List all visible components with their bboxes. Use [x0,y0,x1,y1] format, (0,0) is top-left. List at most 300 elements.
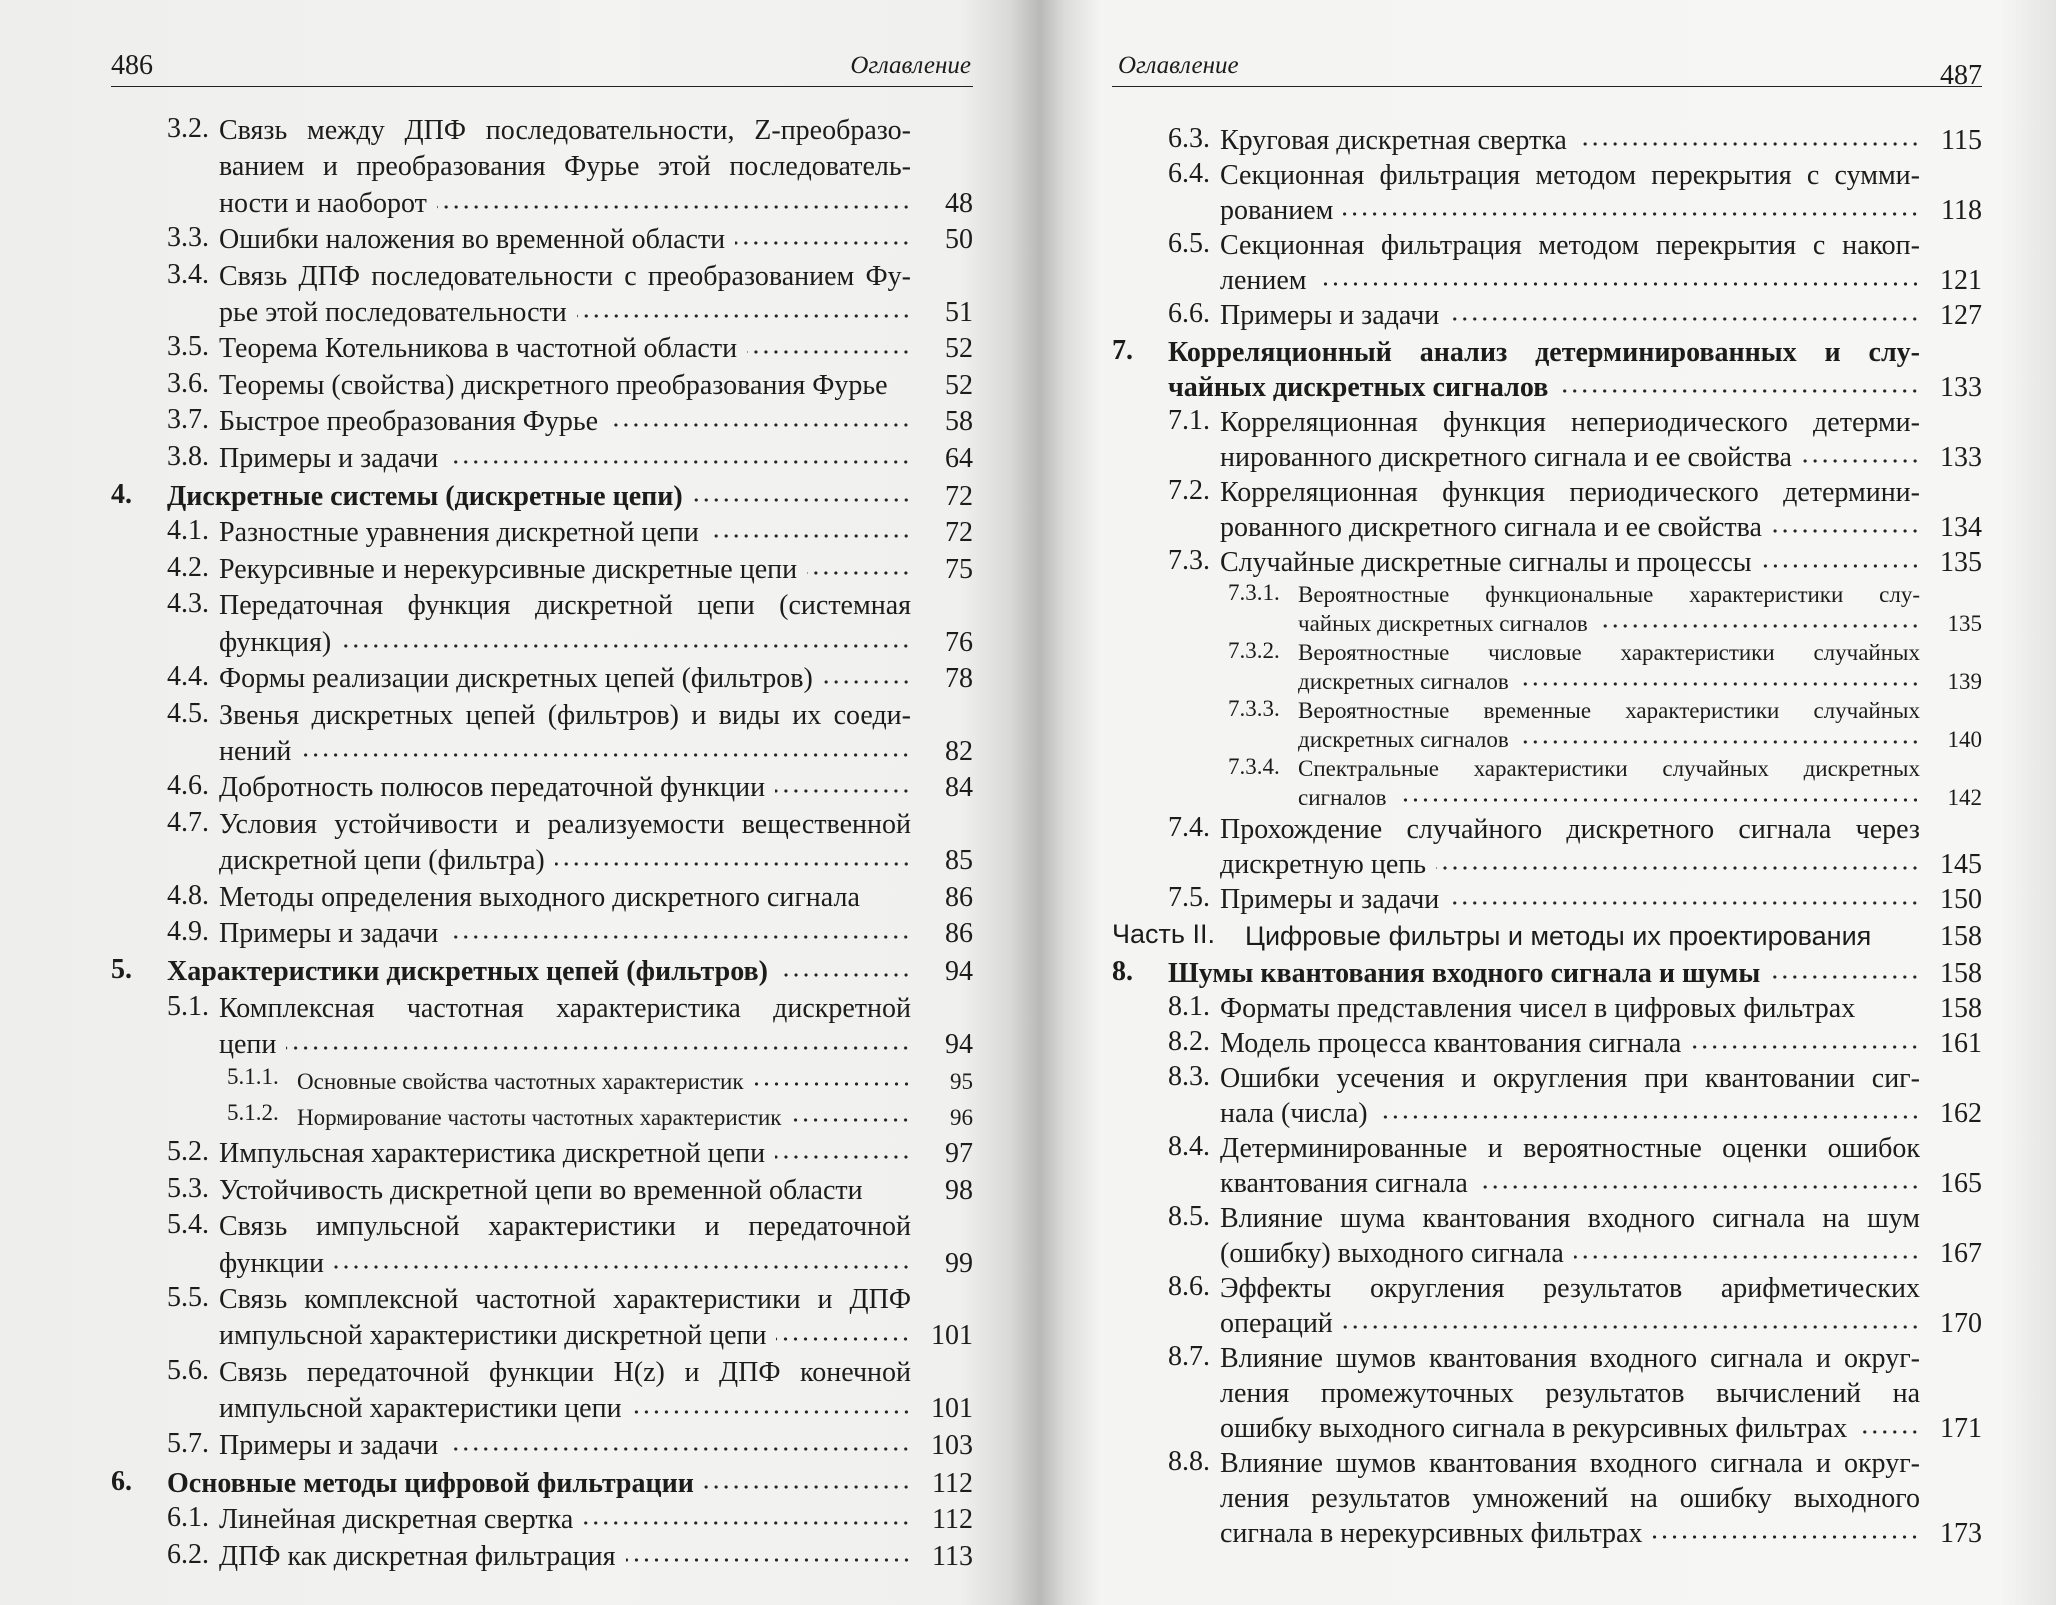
entry-number: 8.8. [1168,1446,1210,1477]
entry-page-number: 96 [950,1104,973,1130]
entry-title-text: Связь импульсной характеристики и передаточной [219,1211,911,1243]
entry-page-number: 48 [945,187,973,219]
entry-title-line [1220,158,1982,193]
dot-leader [775,786,911,796]
entry-title-text: квантования сигнала [1220,1168,1468,1199]
entry-title-text: операций [1220,1308,1333,1339]
dot-leader [1652,1532,1920,1542]
entry-title-line [219,331,973,367]
dot-leader [1449,314,1920,324]
entry-number: 8.7. [1168,1341,1210,1372]
entry-title-line [1298,783,1982,812]
entry-page-number: 64 [945,442,973,474]
dot-leader [448,457,911,467]
entry-title-text: импульсной характеристики цепи [219,1393,622,1425]
entry-title-text: Теоремы (свойства) дискретного преобразования Фурье [219,369,888,401]
entry-title-line [219,843,973,879]
dot-leader [1762,561,1920,571]
entry-title-text: Корреляционная функция периодического детермини- [1220,477,1920,508]
dot-leader [286,1043,911,1053]
entry-number: 5.6. [167,1354,209,1386]
entry-number: 4.3. [167,588,209,620]
entry-title-text: рье этой последовательности [219,297,567,329]
entry-page-number: 162 [1940,1098,1982,1129]
toc-list [1112,123,1982,1551]
entry-title-line [1220,1341,1982,1376]
entry-page-number: 121 [1940,265,1982,296]
entry-title-line [219,259,973,295]
entry-title-line [1220,1201,1982,1236]
entry-title-text: Нормирование частоты частотных характеристик [297,1104,782,1130]
entry-number: 5.4. [167,1209,209,1241]
entry-number: 7.3.3. [1228,696,1280,721]
entry-title-text: Формы реализации дискретных цепей (фильтров) [219,663,813,695]
toc-entry [111,661,973,697]
entry-page-number: 165 [1940,1168,1982,1199]
entry-number: 7.3.4. [1228,754,1280,779]
entry-title-line [1220,193,1982,228]
entry-title-line [1220,510,1982,545]
toc-entry [1112,882,1982,917]
entry-title-text: рованием [1220,195,1334,226]
toc-entry [1112,123,1982,158]
entry-title-text: Ошибки усечения и округления при квантовании сиг- [1220,1063,1920,1094]
entry-title-text: Секционная фильтрация методом перекрытия с сумми- [1220,160,1920,191]
entry-title-line [219,368,973,404]
entry-title-line [1220,405,1982,440]
entry-number: 6.4. [1168,158,1210,189]
toc-entry [111,698,973,771]
entry-title-text: нала (числа) [1220,1098,1368,1129]
running-title: Оглавление [850,52,971,79]
toc-entry [111,259,973,332]
entry-page-number: 150 [1940,884,1982,915]
entry-number: 3.7. [167,404,209,436]
page-number: 486 [111,50,153,81]
entry-page-number: 134 [1940,512,1982,543]
entry-number: 4.9. [167,915,209,947]
toc-entry [1112,158,1982,228]
toc-entry [111,515,973,551]
entry-title-line [1220,812,1982,847]
toc-entry [111,954,973,990]
entry-title-line [1220,1096,1982,1131]
toc-entry [111,113,973,222]
entry-page-number: 101 [931,1320,973,1352]
dot-leader [1691,1042,1920,1052]
entry-title-text: Устойчивость дискретной цепи во временной области [219,1174,863,1206]
entry-title-text: Связь комплексной частотной характеристики и ДПФ [219,1284,911,1315]
entry-page-number: 52 [945,333,973,365]
entry-title-line [1220,440,1982,475]
entry-title-line [167,479,973,515]
entry-title-text: ДПФ как дискретная фильтрация [219,1540,616,1572]
entry-page-number: 101 [931,1393,973,1425]
entry-title-line [1220,1131,1982,1166]
entry-title-line [219,1209,973,1245]
dot-leader [735,238,911,248]
entry-title-text: Вероятностные функциональные характеристики слу- [1298,582,1920,607]
entry-title-line [1220,1271,1982,1306]
entry-number: 3.5. [167,331,209,363]
entry-page-number: 94 [945,1029,973,1061]
entry-title-text: Цифровые фильтры и методы их проектирования [1245,921,1872,951]
entry-title-text: Детерминированные и вероятностные оценки ошибок [1220,1133,1920,1164]
entry-page-number: 112 [932,1504,973,1536]
entry-title-text: чайных дискретных сигналов [1168,372,1549,403]
toc-entry [1112,298,1982,333]
dot-leader [341,641,911,651]
entry-title-line [219,991,973,1027]
entry-page-number: 112 [932,1468,973,1500]
entry-number: 4.6. [167,770,209,802]
toc-entry [1112,956,1982,991]
dot-leader [1436,863,1920,873]
toc-entry [111,1173,973,1209]
entry-page-number: 97 [945,1138,973,1170]
entry-title-line [1298,667,1982,696]
toc-entry [111,880,973,916]
dot-leader [888,384,919,394]
entry-title-text: Корреляционный анализ детерминированных и слу- [1168,337,1920,368]
toc-entry [1112,812,1982,882]
entry-number: 8.5. [1168,1201,1210,1232]
entry-number: 6.1. [167,1502,209,1534]
dot-leader [791,1115,911,1125]
entry-title-text: Звенья дискретных цепей (фильтров) и виды их соеди- [219,699,911,731]
toc-entry [1112,991,1982,1026]
entry-title-text: Влияние шумов квантования входного сигнала и округ- [1220,1343,1920,1374]
entry-number: 8.3. [1168,1061,1210,1092]
entry-page-number: 142 [1947,785,1982,810]
entry-title-line [219,625,973,661]
entry-title-text: Вероятностные временные характеристики случайных [1298,698,1920,723]
entry-page-number: 58 [945,406,973,438]
toc-entry [111,1282,973,1355]
entry-title-line [219,1539,973,1575]
dot-leader [632,1407,911,1417]
entry-page-number: 84 [945,772,973,804]
toc-entry [1112,1201,1982,1271]
dot-leader [334,1262,911,1272]
entry-title-text: Спектральные характеристики случайных дискретных [1298,756,1920,781]
entry-title-text: Прохождение случайного дискретного сигнала через [1220,814,1920,845]
entry-title-text: Примеры и задачи [1220,884,1440,915]
dot-leader [608,420,911,430]
toc-entry [1112,475,1982,545]
entry-title-line [219,1502,973,1538]
entry-title-line [219,1246,973,1282]
entry-title-text: импульсной характеристики дискретной цепи [219,1320,767,1352]
dot-leader [1343,209,1920,219]
dot-leader [860,896,919,906]
entry-number: 6.3. [1168,123,1210,154]
entry-number: 5.5. [167,1282,209,1313]
entry-page-number: 99 [945,1247,973,1279]
entry-number: 5. [111,954,132,986]
entry-number: 8.2. [1168,1026,1210,1057]
entry-title-line [219,1318,973,1354]
dot-leader [577,311,911,321]
entry-title-text: дискретной цепи (фильтра) [219,845,545,877]
toc-entry [111,222,973,258]
dot-leader [1558,386,1920,396]
entry-title-line [1220,1026,1982,1061]
dot-leader [775,1152,911,1162]
entry-title-line [219,1428,973,1464]
entry-page-number: 86 [945,881,973,913]
dot-leader [754,1079,912,1089]
entry-page-number: 113 [932,1540,973,1572]
entry-page-number: 50 [945,224,973,256]
entry-title-line [1220,1481,1982,1516]
entry-title-line [219,588,973,624]
entry-title-line [1168,956,1982,991]
dot-leader [301,750,911,760]
entry-title-text: сигналов [1298,785,1387,810]
entry-number: 4.5. [167,697,209,729]
entry-number: 5.1.1. [227,1063,279,1089]
entry-page-number: 82 [945,735,973,767]
entry-title-text: Модель процесса квантования сигнала [1220,1028,1682,1059]
toc-entry [111,479,973,515]
entry-title-text: функции [219,1247,324,1279]
dot-leader [448,932,911,942]
entry-title-line [219,880,973,916]
entry-title-text: Форматы представления чисел в цифровых фильтрах [1220,993,1856,1024]
entry-page-number: 75 [945,553,973,585]
entry-title-text: Примеры и задачи [219,1429,439,1461]
entry-title-text: Линейная дискретная свертка [219,1504,574,1536]
entry-number: 8.4. [1168,1131,1210,1162]
entry-number: 3.3. [167,222,209,254]
entry-title-line [1298,696,1982,725]
toc-entry [111,552,973,588]
dot-leader [747,347,911,357]
entry-page-number: 94 [945,956,973,988]
dot-leader [1770,972,1920,982]
entry-title-line [1220,1166,1982,1201]
entry-number: 8.1. [1168,991,1210,1022]
running-header [1112,48,1982,91]
entry-title-text: сигнала в нерекурсивных фильтрах [1220,1518,1643,1549]
dot-leader [555,859,911,869]
entry-title-line [219,734,973,770]
entry-page-number: 115 [1941,125,1982,156]
dot-leader [823,677,911,687]
entry-page-number: 86 [945,917,973,949]
dot-leader [626,1555,911,1565]
toc-entry [1112,919,1982,954]
dot-leader [1772,526,1920,536]
toc-entry [1112,405,1982,475]
toc-entry [111,1100,973,1136]
entry-title-line [1220,1411,1982,1446]
dot-leader [1598,621,1920,631]
dot-leader [1871,935,1928,945]
entry-page-number: 135 [1947,611,1982,636]
entry-title-line [1220,1236,1982,1271]
toc-entry [111,1466,973,1502]
toc-entry [111,1539,973,1575]
entry-title-line [1298,580,1982,609]
dot-leader [448,1444,911,1454]
entry-title-line [167,1466,973,1502]
entry-title-text: Случайные дискретные сигналы и процессы [1220,547,1752,578]
dot-leader [1574,1252,1920,1262]
dot-leader [583,1518,911,1528]
entry-page-number: 171 [1940,1413,1982,1444]
entry-title-line [219,1282,973,1318]
entry-title-line [1298,754,1982,783]
entry-title-text: Вероятностные числовые характеристики случайных [1298,640,1920,665]
entry-title-line [219,404,973,440]
entry-page-number: 133 [1940,372,1982,403]
dot-leader [1478,1182,1920,1192]
toc-entry [1112,696,1982,754]
entry-page-number: 127 [1940,300,1982,331]
entry-title-text: Примеры и задачи [219,442,439,474]
entry-title-line [219,1173,973,1209]
dot-leader [807,568,911,578]
entry-title-line [219,661,973,697]
entry-title-text: Связь между ДПФ последовательности, Z-преобразо- [219,115,911,146]
entry-title-line [1245,919,1982,954]
entry-title-text: Импульсная характеристика дискретной цепи [219,1138,766,1170]
entry-number: 7.1. [1168,405,1210,436]
entry-title-line [1220,475,1982,510]
entry-page-number: 52 [945,369,973,401]
entry-page-number: 158 [1940,921,1982,952]
entry-number: 4.4. [167,661,209,693]
toc-list [111,113,973,1575]
entry-title-text: Условия устойчивости и реализуемости вещественной [219,808,911,840]
entry-title-line [219,698,973,734]
entry-title-text: Теорема Котельникова в частотной области [219,333,738,365]
toc-entry [111,1502,973,1538]
entry-title-line [219,1355,973,1391]
entry-number: 7.2. [1168,475,1210,506]
dot-leader [1449,898,1920,908]
toc-entry [111,991,973,1064]
entry-title-text: функция) [219,626,332,658]
dot-leader [1343,1322,1920,1332]
entry-title-text: ления результатов умножений на ошибку выходного [1220,1483,1920,1514]
entry-number: 3.6. [167,367,209,399]
dot-leader [1397,795,1920,805]
entry-number: 4.7. [167,806,209,838]
toc-entry [111,441,973,477]
entry-title-text: Корреляционная функция непериодического детерми- [1220,407,1920,438]
entry-number: 4. [111,479,132,511]
entry-page-number: 78 [945,663,973,695]
entry-title-line [219,807,973,843]
entry-number: 8.6. [1168,1271,1210,1302]
entry-title-line [219,441,973,477]
entry-title-text: Эффекты округления результатов арифметических [1220,1273,1920,1304]
entry-page-number: 135 [1940,547,1982,578]
entry-title-line [297,1100,973,1136]
toc-entry [111,331,973,367]
entry-title-line [1220,1516,1982,1551]
dot-leader [1577,139,1920,149]
entry-title-text: Дискретные системы (дискретные цепи) [167,481,683,513]
entry-page-number: 72 [945,517,973,549]
toc-entry [111,1428,973,1464]
dot-leader [1519,679,1920,689]
entry-title-text: Примеры и задачи [1220,300,1440,331]
entry-title-text: ности и наоборот [219,187,427,219]
entry-title-line [219,515,973,551]
dot-leader [1317,279,1920,289]
entry-title-text: лением [1220,265,1307,296]
entry-number: 6. [111,1466,132,1498]
entry-title-line [1220,882,1982,917]
entry-title-line [219,149,973,185]
toc-entry [1112,1026,1982,1061]
toc-entry [1112,638,1982,696]
entry-title-line [1220,1446,1982,1481]
entry-title-text: нений [219,735,292,767]
entry-page-number: 140 [1947,727,1982,752]
entry-page-number: 72 [945,481,973,513]
entry-title-line [1168,335,1982,370]
entry-page-number: 158 [1940,958,1982,989]
entry-page-number: 98 [945,1174,973,1206]
dot-leader [1855,1007,1928,1017]
page-number: 487 [1940,60,1982,91]
entry-title-text: Передаточная функция дискретной цепи (системная [219,590,911,622]
dot-leader [1378,1112,1920,1122]
toc-entry [1112,754,1982,812]
entry-title-text: Основные свойства частотных характеристик [297,1068,744,1094]
entry-title-text: Влияние шумов квантования входного сигнала и округ- [1220,1448,1920,1479]
toc-entry [111,1136,973,1172]
entry-title-text: Рекурсивные и нерекурсивные дискретные цепи [219,553,798,585]
toc-entry [111,404,973,440]
entry-title-text: Добротность полюсов передаточной функции [219,772,766,804]
entry-title-line [219,916,973,952]
entry-number: 6.5. [1168,228,1210,259]
toc-entry [111,807,973,880]
entry-title-text: Связь ДПФ последовательности с преобразованием Фу- [219,260,911,292]
entry-title-line [1298,609,1982,638]
entry-title-text: (ошибку) выходного сигнала [1220,1238,1564,1269]
entry-page-number: 103 [931,1429,973,1461]
entry-page-number: 76 [945,626,973,658]
entry-title-line [1298,638,1982,667]
entry-page-number: 170 [1940,1308,1982,1339]
toc-entry [111,1355,973,1428]
entry-title-line [219,770,973,806]
entry-number: 5.3. [167,1172,209,1204]
entry-number: 7.5. [1168,882,1210,913]
entry-title-line [1220,991,1982,1026]
entry-number: 4.2. [167,551,209,583]
entry-number: 5.1.2. [227,1099,279,1125]
entry-title-line [219,186,973,222]
toc-entry [1112,335,1982,405]
toc-entry [1112,545,1982,580]
entry-page-number: 139 [1947,669,1982,694]
entry-number: 7. [1112,335,1133,366]
entry-title-line [1220,1306,1982,1341]
dot-leader [1519,737,1920,747]
entry-title-line [1298,725,1982,754]
dot-leader [704,1482,911,1492]
dot-leader [709,531,911,541]
entry-page-number: 161 [1940,1028,1982,1059]
